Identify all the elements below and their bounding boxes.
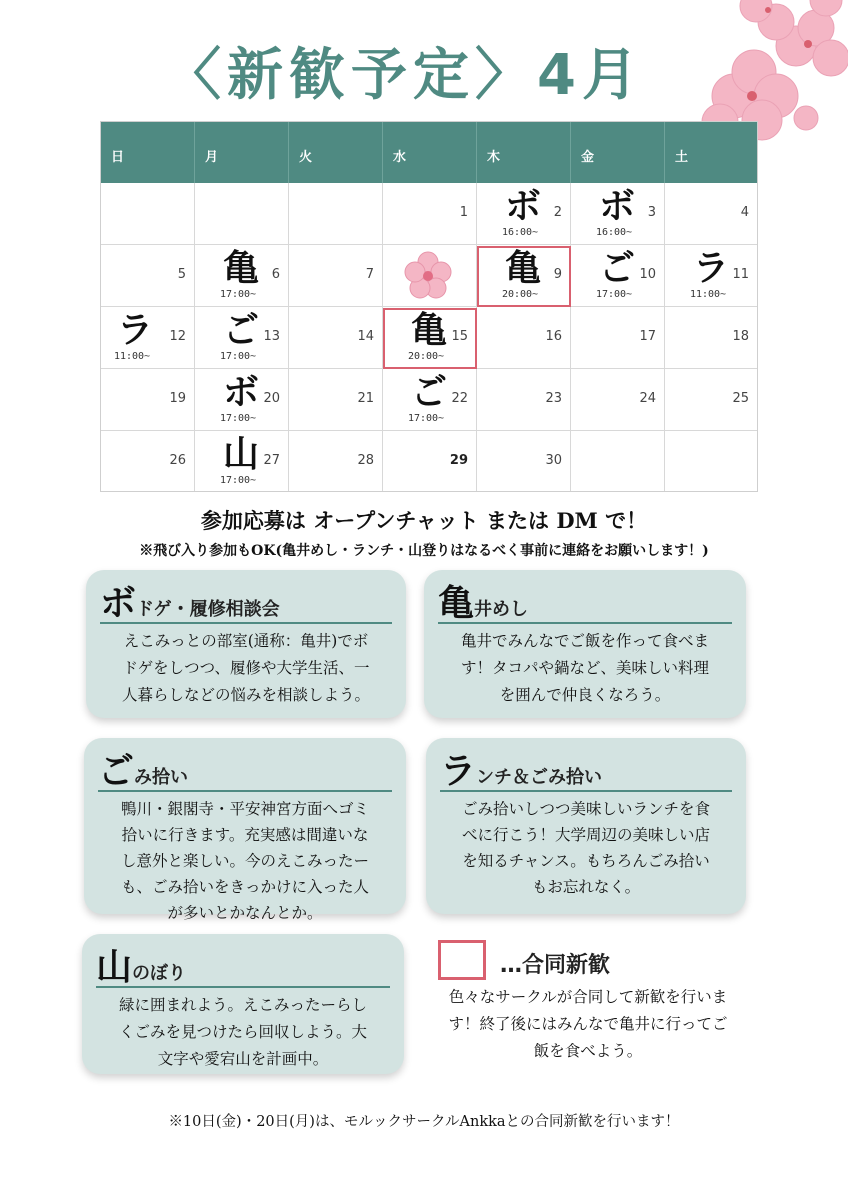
event-mark: 亀	[222, 248, 259, 289]
day-cell-10	[571, 245, 665, 307]
joint-event-highlight	[383, 308, 477, 369]
event-marker	[115, 311, 155, 365]
event-card-boardgame	[86, 570, 406, 718]
apply-headline: 参加応募は オープンチャット または DM で！	[200, 508, 648, 533]
card-description	[96, 628, 396, 709]
card-title: 井めし	[474, 599, 529, 620]
day-number: 25	[732, 391, 749, 406]
day-number: 1	[459, 205, 468, 220]
card-description	[94, 796, 396, 926]
day-number: 4	[740, 205, 749, 220]
day-number: 10	[639, 267, 656, 282]
card-line: 亀井でみんなでご飯を作って食べま	[460, 632, 709, 650]
event-marker	[221, 311, 261, 365]
day-number: 22	[451, 391, 468, 406]
weekday-tue: 火	[289, 122, 383, 183]
card-line: もお忘れなく。	[531, 878, 641, 896]
card-mark: 亀	[438, 583, 475, 624]
event-time: 20:00~	[407, 351, 445, 362]
card-line: べに行こう！大学周辺の美味しい店	[461, 826, 710, 844]
event-mark: 亀	[504, 248, 541, 289]
card-line: が多いとかなんとか。	[167, 904, 323, 922]
day-cell-30	[477, 431, 571, 491]
day-number: 3	[647, 205, 656, 220]
card-line: ドゲをしつつ、履修や大学生活、一	[122, 659, 370, 677]
card-line: を囲んで仲良くなろう。	[499, 686, 671, 704]
day-number: 20	[263, 391, 280, 406]
event-mark: ボ	[598, 186, 635, 227]
event-time: 17:00~	[219, 475, 257, 486]
day-cell-4	[665, 183, 757, 245]
card-heading	[100, 584, 392, 624]
day-number: 6	[271, 267, 280, 282]
page-title: 〈新歓予定〉4月	[165, 43, 644, 108]
card-title: み拾い	[134, 767, 189, 788]
day-cell-empty	[289, 183, 383, 245]
card-line: 文字や愛宕山を計画中。	[157, 1050, 329, 1068]
day-cell-28	[289, 431, 383, 491]
card-mark: ご	[98, 751, 135, 792]
day-cell-3	[571, 183, 665, 245]
event-marker	[691, 249, 731, 303]
day-cell-empty	[101, 183, 195, 245]
event-time: 17:00~	[219, 413, 257, 424]
card-description	[436, 796, 736, 900]
card-title: ドゲ・履修相談会	[136, 599, 280, 620]
joint-event-highlight	[477, 246, 571, 307]
card-line: も、ごみ拾いをきっかけに入った人	[120, 878, 369, 896]
event-marker	[221, 373, 261, 427]
card-line: を知るチャンス。もちろんごみ拾い	[462, 852, 710, 870]
event-time: 16:00~	[501, 227, 539, 238]
card-line: 人暮らしなどの悩みを相談しよう。	[121, 686, 370, 704]
legend-line: す！終了後にはみんなで亀井に行ってご	[448, 1015, 728, 1033]
event-marker	[221, 249, 261, 303]
day-number: 2	[553, 205, 562, 220]
event-time: 16:00~	[595, 227, 633, 238]
day-cell-24	[571, 369, 665, 431]
day-cell-22	[383, 369, 477, 431]
day-cell-14	[289, 307, 383, 369]
day-cell-empty	[665, 431, 757, 491]
weekday-fri: 金	[571, 122, 665, 183]
day-cell-13	[195, 307, 289, 369]
day-number: 21	[357, 391, 374, 406]
card-title: のぼり	[132, 963, 187, 984]
event-time: 17:00~	[407, 413, 445, 424]
event-mark: ボ	[504, 186, 541, 227]
card-heading	[440, 752, 732, 792]
day-number: 30	[545, 453, 562, 468]
card-mark: ラ	[440, 751, 477, 792]
april-calendar	[100, 121, 758, 492]
card-line: 拾いに行きます。充実感は間違いな	[121, 826, 369, 844]
day-number: 27	[263, 453, 280, 468]
day-number: 28	[357, 453, 374, 468]
day-number: 18	[732, 329, 749, 344]
day-cell-6	[195, 245, 289, 307]
event-card-kamei-meshi	[424, 570, 746, 718]
day-number: 23	[545, 391, 562, 406]
day-cell-empty	[571, 431, 665, 491]
event-time: 11:00~	[113, 351, 151, 362]
day-cell-16	[477, 307, 571, 369]
weekday-mon: 月	[195, 122, 289, 183]
weekday-thu: 木	[477, 122, 571, 183]
day-number: 24	[639, 391, 656, 406]
card-heading	[96, 948, 390, 988]
event-time: 17:00~	[595, 289, 633, 300]
apply-note: ※飛び入り参加もOK(亀井めし・ランチ・山登りはなるべく事前に連絡をお願いします！)	[139, 543, 709, 559]
card-line: くごみを見つけたら回収しよう。大	[118, 1023, 367, 1041]
day-cell-8	[383, 245, 477, 307]
day-cell-17	[571, 307, 665, 369]
day-number: 7	[365, 267, 374, 282]
day-number: 29	[449, 453, 468, 468]
legend-line: 色々なサークルが合同して新歓を行いま	[448, 988, 728, 1006]
day-cell-12	[101, 307, 195, 369]
card-line: す！タコパや鍋など、美味しい料理	[460, 659, 709, 677]
day-number: 9	[553, 267, 562, 282]
card-description	[434, 628, 736, 709]
day-cell-7	[289, 245, 383, 307]
event-card-lunch-pickup	[426, 738, 746, 914]
weekday-wed: 水	[383, 122, 477, 183]
legend-line: 飯を食べよう。	[533, 1042, 643, 1060]
joint-event-legend-label: …合同新歓	[500, 953, 611, 978]
day-cell-26	[101, 431, 195, 491]
card-line: ごみ拾いしつつ美味しいランチを食	[461, 800, 710, 818]
event-mark: 亀	[410, 310, 447, 351]
day-cell-27	[195, 431, 289, 491]
day-cell-29	[383, 431, 477, 491]
event-marker	[409, 373, 449, 427]
event-marker	[221, 435, 261, 489]
event-mark: ご	[410, 372, 447, 413]
cherry-blossom-icon	[403, 251, 453, 301]
event-time: 20:00~	[501, 289, 539, 300]
event-marker	[597, 187, 637, 241]
event-marker	[597, 249, 637, 303]
day-number: 17	[639, 329, 656, 344]
day-cell-25	[665, 369, 757, 431]
day-number: 15	[451, 329, 468, 344]
day-number: 26	[169, 453, 186, 468]
joint-event-legend-box	[438, 940, 486, 980]
day-number: 16	[545, 329, 562, 344]
weekday-sat: 土	[675, 150, 689, 165]
day-cell-21	[289, 369, 383, 431]
event-time: 17:00~	[219, 289, 257, 300]
event-time: 11:00~	[689, 289, 727, 300]
footnote: ※10日(金)・20日(月)は、モルックサークルAnkkaとの合同新歓を行います！	[168, 1114, 680, 1130]
event-card-litter-pickup	[84, 738, 406, 922]
event-mark: 山	[222, 434, 259, 475]
card-description	[92, 992, 394, 1073]
day-cell-19	[101, 369, 195, 431]
day-number: 13	[263, 329, 280, 344]
card-line: し意外と楽しい。今のえこみったー	[120, 852, 369, 870]
event-time: 17:00~	[219, 351, 257, 362]
card-title: ンチ＆ごみ拾い	[476, 767, 603, 788]
day-cell-empty	[195, 183, 289, 245]
day-cell-23	[477, 369, 571, 431]
day-number: 19	[169, 391, 186, 406]
event-mark: ラ	[116, 310, 153, 351]
card-line: えこみっとの部室(通称：亀井)でボ	[123, 632, 369, 650]
event-card-hiking	[82, 934, 404, 1074]
day-number: 11	[732, 267, 749, 282]
event-marker	[503, 187, 543, 241]
day-number: 12	[169, 329, 186, 344]
weekday-header	[101, 122, 757, 183]
card-heading	[98, 752, 392, 792]
weekday-sun: 日	[101, 122, 195, 183]
event-mark: ラ	[692, 248, 729, 289]
card-line: 緑に囲まれよう。えこみったーらし	[118, 996, 367, 1014]
joint-event-legend-text	[426, 984, 750, 1065]
day-cell-2	[477, 183, 571, 245]
day-cell-18	[665, 307, 757, 369]
card-heading	[438, 584, 732, 624]
event-mark: ご	[598, 248, 635, 289]
day-number: 14	[357, 329, 374, 344]
day-cell-1	[383, 183, 477, 245]
day-number: 5	[177, 267, 186, 282]
card-mark: 山	[96, 947, 133, 988]
card-line: 鴨川・銀閣寺・平安神宮方面へゴミ	[120, 800, 369, 818]
day-cell-11	[665, 245, 757, 307]
event-mark: ボ	[222, 372, 259, 413]
calendar-grid	[101, 183, 757, 491]
event-mark: ご	[222, 310, 259, 351]
day-cell-20	[195, 369, 289, 431]
day-cell-5	[101, 245, 195, 307]
card-mark: ボ	[100, 583, 137, 624]
